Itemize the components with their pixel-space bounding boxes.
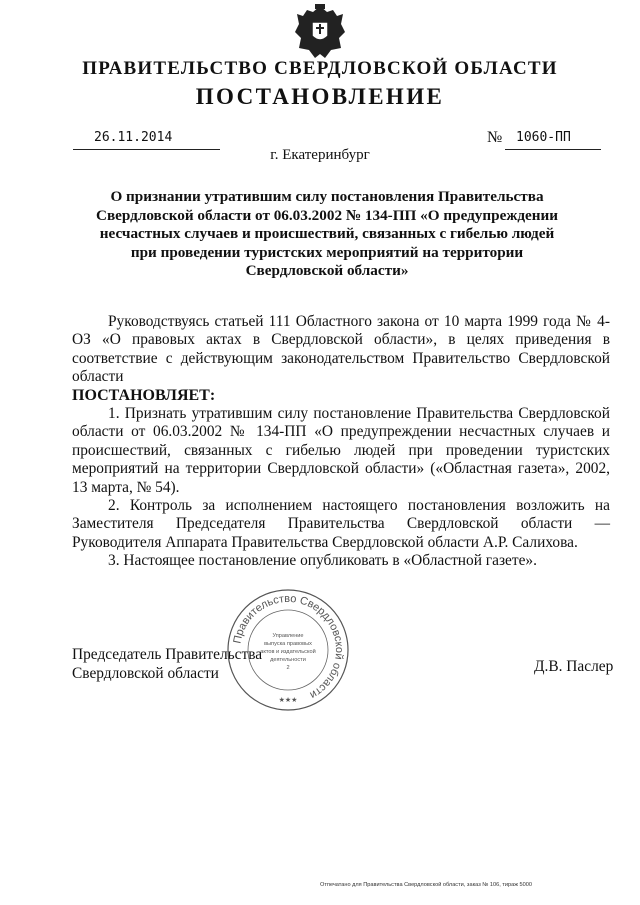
stamp-stars: ★★★	[278, 696, 298, 704]
document-body	[72, 313, 610, 571]
document-title	[80, 188, 574, 281]
document-number: 1060-ПП	[516, 130, 571, 145]
title-line: при проведении туристских мероприятий на территории	[130, 243, 524, 261]
position-line: Свердловской области	[72, 665, 219, 682]
city: г. Екатеринбург	[270, 147, 370, 163]
signatory-name: Д.В. Паслер	[534, 658, 614, 675]
title-line: Свердловской области»	[245, 262, 409, 279]
item-2: 2. Контроль за исполнением настоящего постановления возложить на Заместителя Председателя Правительства Свердловской области — Руководителя Аппарата Правительства Свердловской области А.Р. Салихова.	[72, 497, 610, 551]
number-sign: №	[487, 129, 503, 146]
official-stamp	[226, 588, 350, 712]
stamp-center-line: деятельности	[270, 657, 306, 663]
resolves-heading: ПОСТАНОВЛЯЕТ:	[72, 386, 216, 404]
title-line: Свердловской области от 06.03.2002 № 134-ПП «О предупреждении	[95, 206, 559, 224]
document-type-heading: ПОСТАНОВЛЕНИЕ	[195, 84, 445, 109]
stamp-center-line: выпуска правовых	[264, 641, 312, 647]
title-line: несчастных случаев и происшествий, связанных с гибелью людей	[99, 225, 555, 242]
title-line: О признании утратившим силу постановления Правительства	[110, 188, 544, 205]
document-date: 26.11.2014	[94, 130, 173, 145]
preamble: Руководствуясь статьей 111 Областного закона от 10 марта 1999 года № 4-ОЗ «О правовых актах в Свердловской области», в целях приведения в соответствие с действующим законодательством Правительство Свердловской области	[72, 313, 610, 386]
print-footer: Отпечатано для Правительства Свердловской области, заказ № 106, тираж 5000	[320, 882, 532, 888]
item-3: 3. Настоящее постановление опубликовать в «Областной газете».	[108, 552, 537, 570]
stamp-center-line: актов и издательской	[260, 649, 316, 655]
position-line: Председатель Правительства	[72, 646, 263, 663]
item-1: 1. Признать утратившим силу постановление Правительства Свердловской области от 06.03.2002 № 134-ПП «О предупреждении несчастных случаев и происшествий, связанных с гибелью людей при проведении туристских мероприятий на территории Свердловской области» («Областная газета», 2002, 13 марта, № 54).	[72, 405, 610, 496]
government-heading: ПРАВИТЕЛЬСТВО СВЕРДЛОВСКОЙ ОБЛАСТИ	[82, 58, 558, 79]
stamp-center-line: 2	[286, 665, 290, 671]
stamp-center-line: Управление	[272, 633, 304, 639]
stamp-ring-text: Правительство Свердловской области	[231, 592, 346, 702]
coat-of-arms-icon	[291, 2, 349, 60]
